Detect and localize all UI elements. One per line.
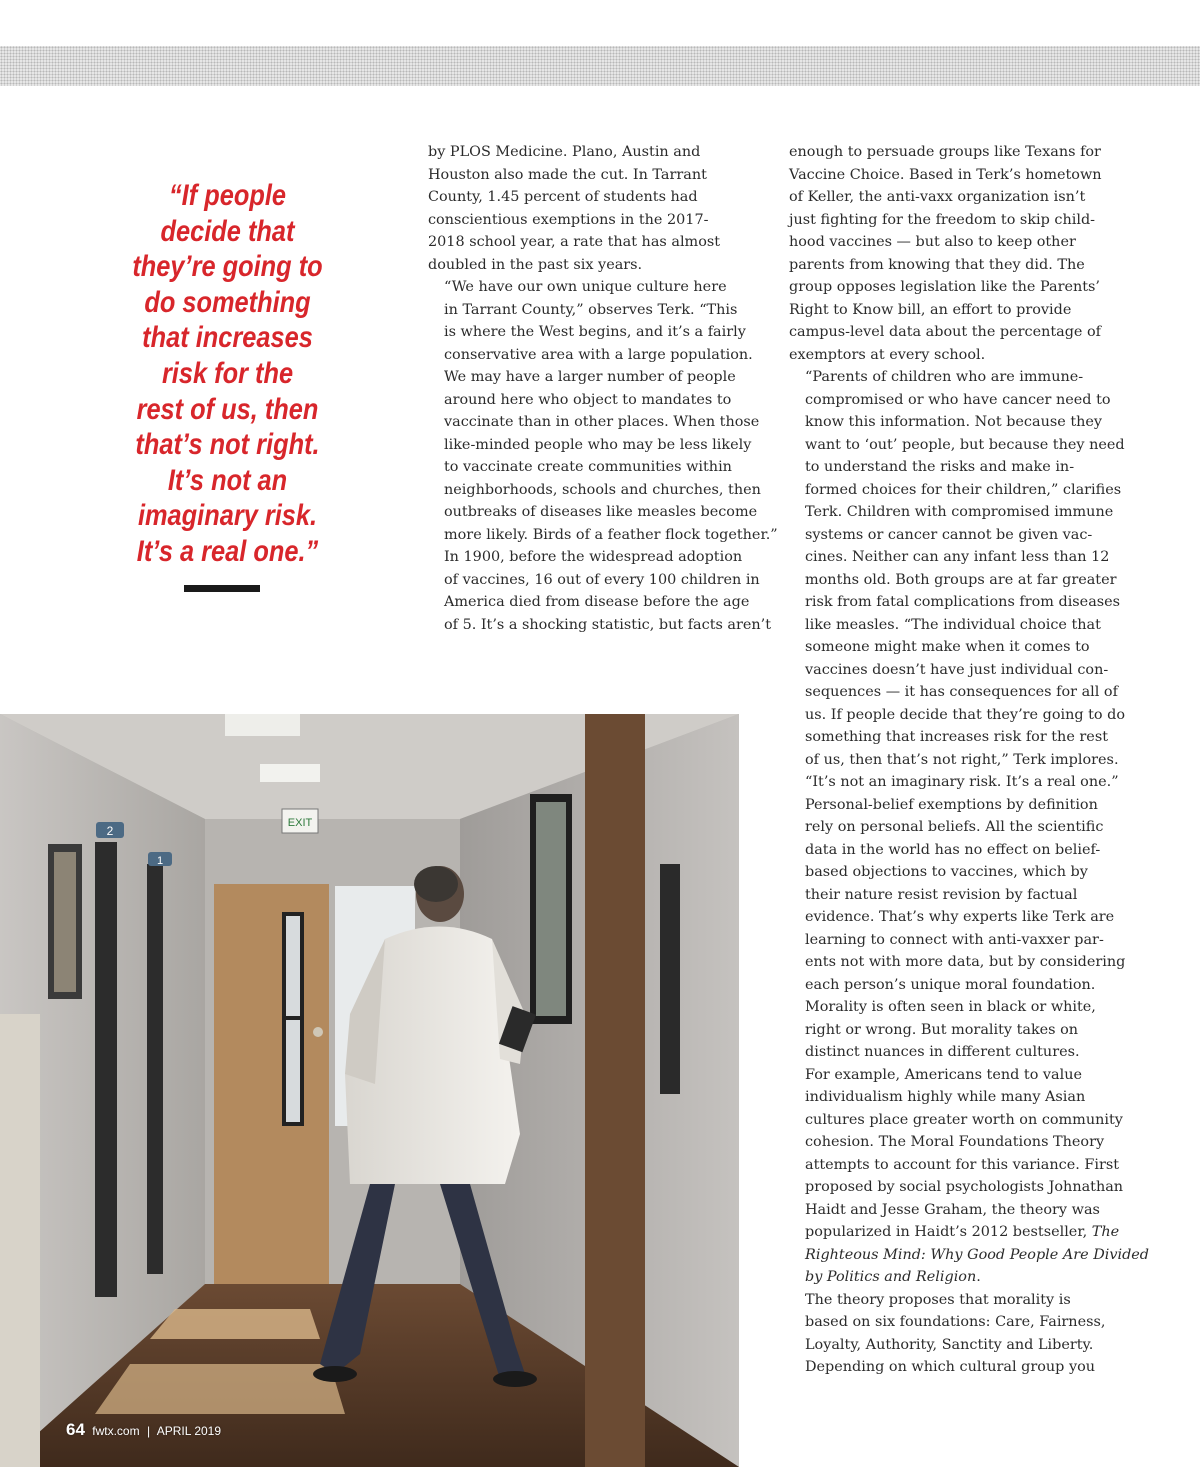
- text-line: evidence. That’s why experts like Terk are: [805, 909, 1115, 925]
- exit-sign-text: EXIT: [287, 817, 313, 829]
- text-line: hood vaccines — but also to keep other: [789, 234, 1076, 250]
- text-line: “We have our own unique culture here: [444, 279, 727, 295]
- text-line: attempts to account for this variance. First: [805, 1156, 1119, 1173]
- ceiling-light: [260, 764, 320, 782]
- pull-quote: “If people decide that they’re going to do something that increases risk for the rest of us, then that’s not right. It’s not an imaginary risk. It’s a real one.”: [132, 179, 323, 568]
- text-line: exemptors at every school.: [789, 346, 986, 363]
- text-line: “It’s not an imaginary risk. It’s a real one.”: [805, 774, 1119, 790]
- text-line: their nature resist revision by factual: [805, 886, 1078, 903]
- hallway-photo: [0, 714, 739, 1467]
- text-line: formed choices for their children,” clarifies: [805, 481, 1122, 498]
- text-line: rely on personal beliefs. All the scientific: [805, 819, 1104, 835]
- text-line: risk from fatal complications from diseases: [805, 594, 1121, 610]
- paragraph: [789, 1289, 1109, 1379]
- text-line: Vaccine Choice. Based in Terk’s hometown: [789, 166, 1102, 183]
- hallway-photo-illustration: [0, 714, 739, 1467]
- text-line: Terk. Children with compromised immune: [805, 504, 1114, 520]
- text-line: Loyalty, Authority, Sanctity and Liberty.: [805, 1336, 1094, 1353]
- text-line: learning to connect with anti-vaxxer par-: [805, 931, 1104, 948]
- room-number-text: 1: [156, 855, 164, 867]
- text-line: We may have a larger number of people: [444, 369, 736, 385]
- text-line: compromised or who have cancer need to: [805, 391, 1111, 408]
- text-run: popularized in Haidt’s 2012 bestseller,: [805, 1224, 1088, 1240]
- text-line: distinct nuances in different cultures.: [805, 1044, 1080, 1060]
- text-line: Houston also made the cut. In Tarrant: [428, 166, 707, 183]
- text-line: neighborhoods, schools and churches, then: [444, 481, 761, 498]
- dotted-header-band: [0, 46, 1200, 86]
- text-line: Right to Know bill, an effort to provide: [789, 301, 1072, 318]
- text-line: Depending on which cultural group you: [805, 1359, 1096, 1375]
- hallway-door: [214, 884, 329, 1284]
- text-line: like-minded people who may be less likely: [444, 436, 752, 453]
- text-line: ents not with more data, but by considering: [805, 954, 1126, 970]
- text-line: right or wrong. But morality takes on: [805, 1021, 1079, 1038]
- text-line: conservative area with a large population.: [444, 346, 753, 363]
- paragraph: [789, 794, 1126, 997]
- text-line: systems or cancer cannot be given vac-: [805, 526, 1093, 543]
- text-line: “Parents of children who are immune-: [805, 369, 1084, 385]
- site-name: fwtx.com: [92, 1424, 140, 1438]
- paragraph: [428, 141, 748, 276]
- text-line: group opposes legislation like the Parents’: [789, 279, 1100, 295]
- text-line: cohesion. The Moral Foundations Theory: [805, 1134, 1105, 1150]
- text-line: America died from disease before the age: [444, 594, 750, 610]
- text-line: is where the West begins, and it’s a fairly: [444, 324, 746, 340]
- text-line: just fighting for the freedom to skip child-: [789, 211, 1096, 228]
- door-handle: [313, 1027, 323, 1037]
- text-line: 2018 school year, a rate that has almost: [428, 234, 721, 250]
- book-title: The: [1091, 1224, 1120, 1240]
- text-line: by Politics and Religion.: [805, 1269, 981, 1285]
- text-line: more likely. Birds of a feather flock together.”: [444, 526, 778, 543]
- text-line: proposed by social psychologists Johnathan: [805, 1179, 1124, 1195]
- text-line: to vaccinate create communities within: [444, 459, 732, 475]
- footer-separator: |: [146, 1424, 151, 1438]
- text-line: individualism highly while many Asian: [805, 1089, 1086, 1105]
- text-line: cines. Neither can any infant less than 12: [805, 549, 1110, 565]
- text-line: by PLOS Medicine. Plano, Austin and: [428, 144, 701, 160]
- text-line: of Keller, the anti-vaxx organization isn’t: [789, 189, 1086, 205]
- paragraph: [789, 366, 1126, 794]
- text-line: cultures place greater worth on community: [805, 1111, 1123, 1128]
- room-number-text: 2: [106, 824, 114, 838]
- text-line: Haidt and Jesse Graham, the theory was: [805, 1201, 1100, 1218]
- text-line: The theory proposes that morality is: [805, 1291, 1071, 1308]
- text-line: vaccinate than in other places. When those: [444, 414, 760, 430]
- text-line: In 1900, before the widespread adoption: [444, 549, 743, 565]
- page-footer: [66, 1420, 221, 1440]
- text-line: based objections to vaccines, which by: [805, 864, 1088, 880]
- text-line: outbreaks of diseases like measles become: [444, 504, 758, 520]
- text-line: Personal-belief exemptions by definition: [805, 796, 1098, 813]
- text-line: like measles. “The individual choice that: [805, 616, 1101, 633]
- paragraph: [789, 141, 1109, 366]
- article-column-right: [789, 141, 1150, 1379]
- text-line: [789, 1221, 1120, 1244]
- text-line: Morality is often seen in black or white,: [805, 999, 1096, 1015]
- text-line: in Tarrant County,” observes Terk. “This: [444, 301, 738, 318]
- text-line: sequences — it has consequences for all of: [805, 684, 1118, 700]
- text-line: around here who object to mandates to: [444, 391, 732, 408]
- book-title: Righteous Mind: Why Good People Are Divided: [805, 1246, 1150, 1263]
- text-line: something that increases risk for the rest: [805, 729, 1108, 745]
- text-line: campus-level data about the percentage of: [789, 324, 1102, 340]
- text-line: of 5. It’s a shocking statistic, but facts aren’t: [444, 616, 772, 633]
- text-line: data in the world has no effect on belief-: [805, 841, 1101, 858]
- book-title: by Politics and Religion: [805, 1269, 977, 1285]
- text-line: based on six foundations: Care, Fairness,: [805, 1314, 1106, 1330]
- text-line: of vaccines, 16 out of every 100 children in: [444, 571, 760, 588]
- text-line: months old. Both groups are at far greater: [805, 571, 1117, 588]
- text-line: County, 1.45 percent of students had: [428, 189, 698, 205]
- door-frame-left: [95, 842, 117, 1297]
- article-column-middle: [428, 141, 778, 636]
- pull-quote-rule: [184, 585, 260, 592]
- text-line: conscientious exemptions in the 2017-: [428, 211, 709, 228]
- paragraph: [428, 546, 772, 636]
- page-number: 64: [66, 1420, 85, 1439]
- text-line: us. If people decide that they’re going to do: [805, 706, 1126, 723]
- text-line: to understand the risks and make in-: [805, 459, 1075, 475]
- text-line: enough to persuade groups like Texans for: [789, 144, 1101, 160]
- text-line: each person’s unique moral foundation.: [805, 976, 1096, 993]
- door-frame-right: [585, 714, 645, 1467]
- text-line: For example, Americans tend to value: [805, 1066, 1083, 1083]
- text-line: know this information. Not because they: [805, 414, 1103, 430]
- text-line: vaccines doesn’t have just individual con-: [805, 661, 1109, 678]
- paragraph: [789, 996, 1150, 1289]
- text-line: someone might make when it comes to: [805, 639, 1090, 655]
- text-line: parents from knowing that they did. The: [789, 256, 1085, 273]
- text-line: want to ‘out’ people, but because they need: [805, 436, 1125, 453]
- paragraph: [428, 276, 778, 546]
- ceiling-light: [225, 714, 300, 736]
- text-line: [789, 1244, 1150, 1267]
- issue-date: APRIL 2019: [156, 1424, 222, 1438]
- text-line: of us, then that’s not right,” Terk implores.: [805, 751, 1119, 768]
- text-line: doubled in the past six years.: [428, 256, 643, 273]
